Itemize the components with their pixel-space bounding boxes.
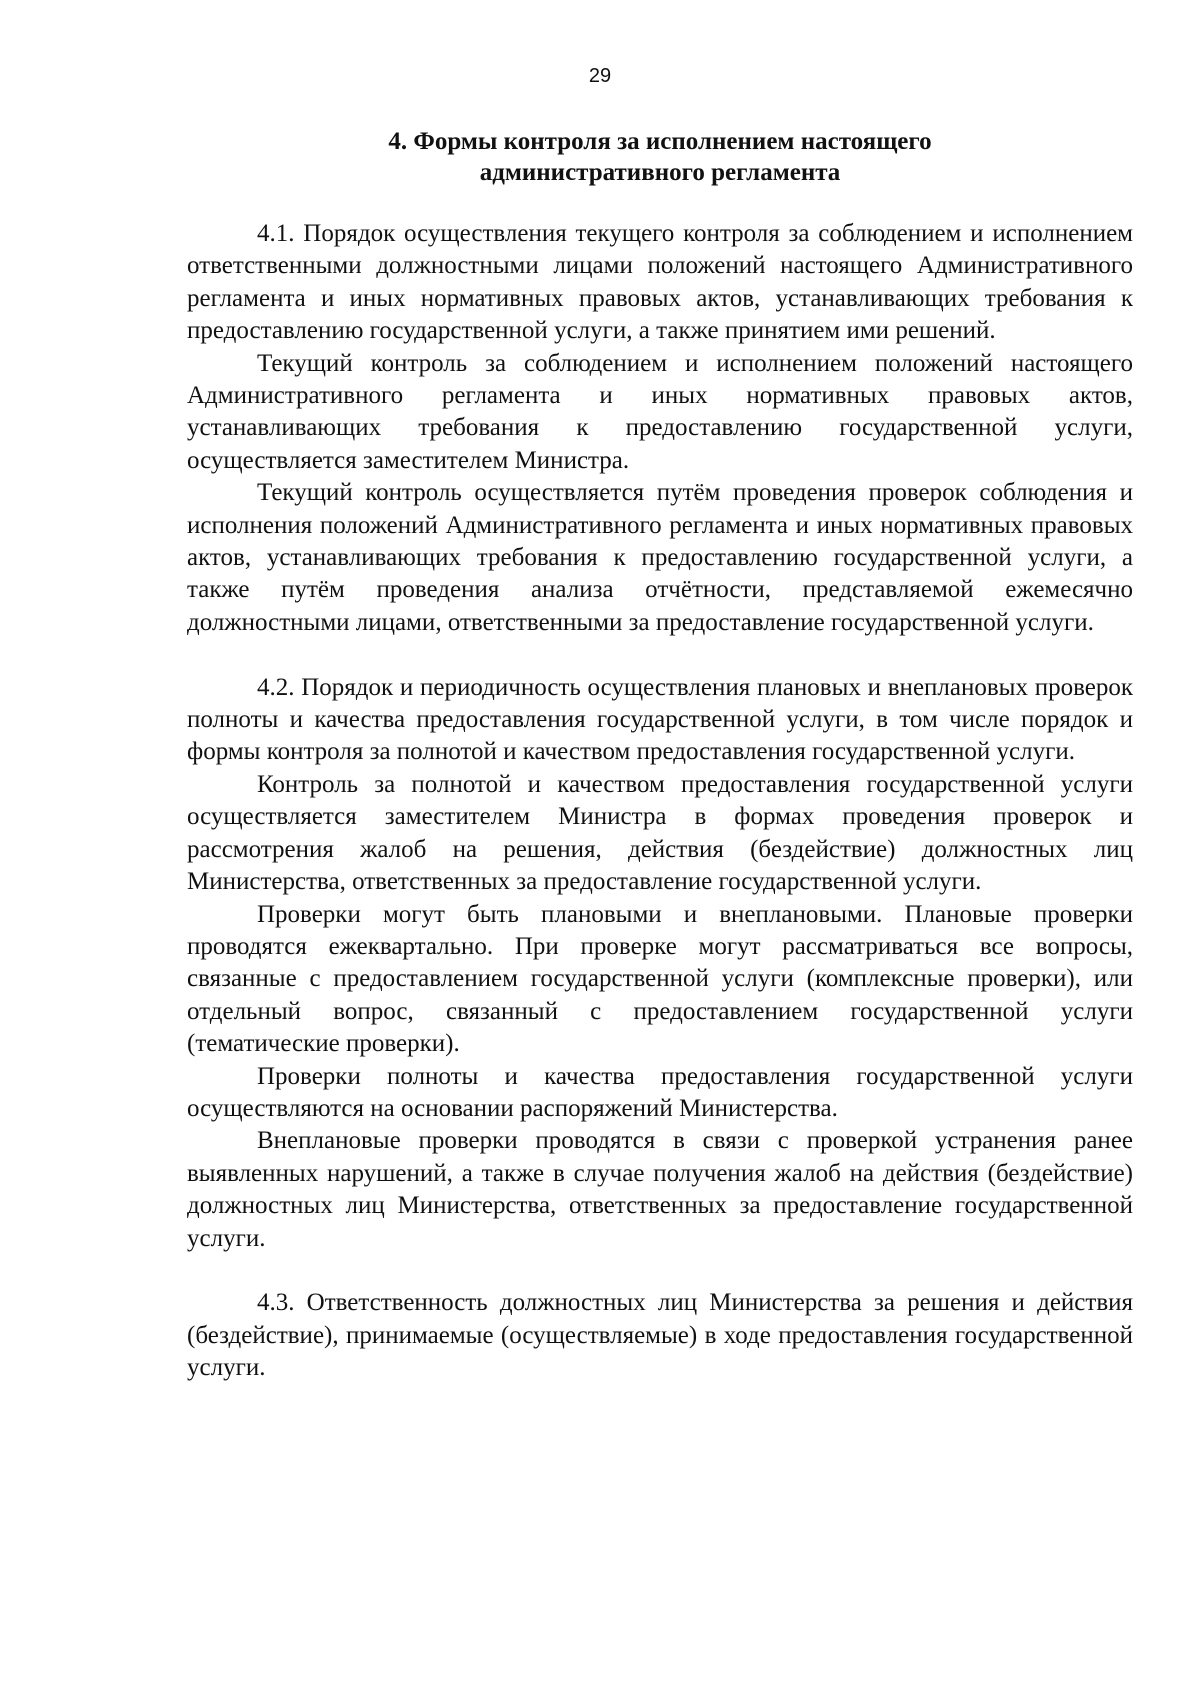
paragraph-4-3-title: 4.3. Ответственность должностных лиц Министерства за решения и действия (бездействие), принимаемые (осуществляемые) в ходе предоставления государственной услуги.	[187, 1289, 1133, 1382]
heading-line-1: 4. Формы контроля за исполнением настоящего	[388, 128, 932, 155]
paragraph: Проверки могут быть плановыми и внеплановыми. Плановые проверки проводятся ежеквартально. При проверке могут рассматриваться все вопросы, связанные с предоставлением государственной услуги (комплексные проверки), или отдельный вопрос, связанный с предоставлением государственной услуги (тематические проверки).	[187, 900, 1133, 1058]
paragraph-4-2-title: 4.2. Порядок и периодичность осуществления плановых и внеплановых проверок полноты и качества предоставления государственной услуги, в том числе порядок и формы контроля за полнотой и качеством предоставления государственной услуги.	[187, 673, 1133, 766]
heading-line-2: административного регламента	[479, 159, 841, 186]
section-heading	[187, 126, 1133, 188]
paragraph: Текущий контроль осуществляется путём проведения проверок соблюдения и исполнения положений Административного регламента и иных нормативных правовых актов, устанавливающих требования к предоставлению государственной услуги, а также путём проведения анализа отчётности, представляемой ежемесячно должностными лицами, ответственными за предоставление государственной услуги.	[187, 479, 1133, 636]
body-text	[187, 218, 1133, 1385]
paragraph-4-1-title: 4.1. Порядок осуществления текущего контроля за соблюдением и исполнением ответственными должностными лицами положений настоящего Административного регламента и иных нормативных правовых актов, устанавливающих требования к предоставлению государственной услуги, а также принятием ими решений.	[187, 220, 1133, 345]
paragraph: Внеплановые проверки проводятся в связи с проверкой устранения ранее выявленных нарушений, а также в случае получения жалоб на действия (бездействие) должностных лиц Министерства, ответственных за предоставление государственной услуги.	[187, 1127, 1133, 1252]
page-number: 29	[588, 65, 612, 87]
paragraph: Текущий контроль за соблюдением и исполнением положений настоящего Административного регламента и иных нормативных правовых актов, устанавливающих требования к предоставлению государственной услуги, осуществляется заместителем Министра.	[187, 349, 1133, 474]
paragraph: Проверки полноты и качества предоставления государственной услуги осуществляются на основании распоряжений Министерства.	[187, 1062, 1133, 1122]
paragraph: Контроль за полнотой и качеством предоставления государственной услуги осуществляется заместителем Министра в формах проведения проверок и рассмотрения жалоб на решения, действия (бездействие) должностных лиц Министерства, ответственных за предоставление государственной услуги.	[187, 770, 1133, 896]
